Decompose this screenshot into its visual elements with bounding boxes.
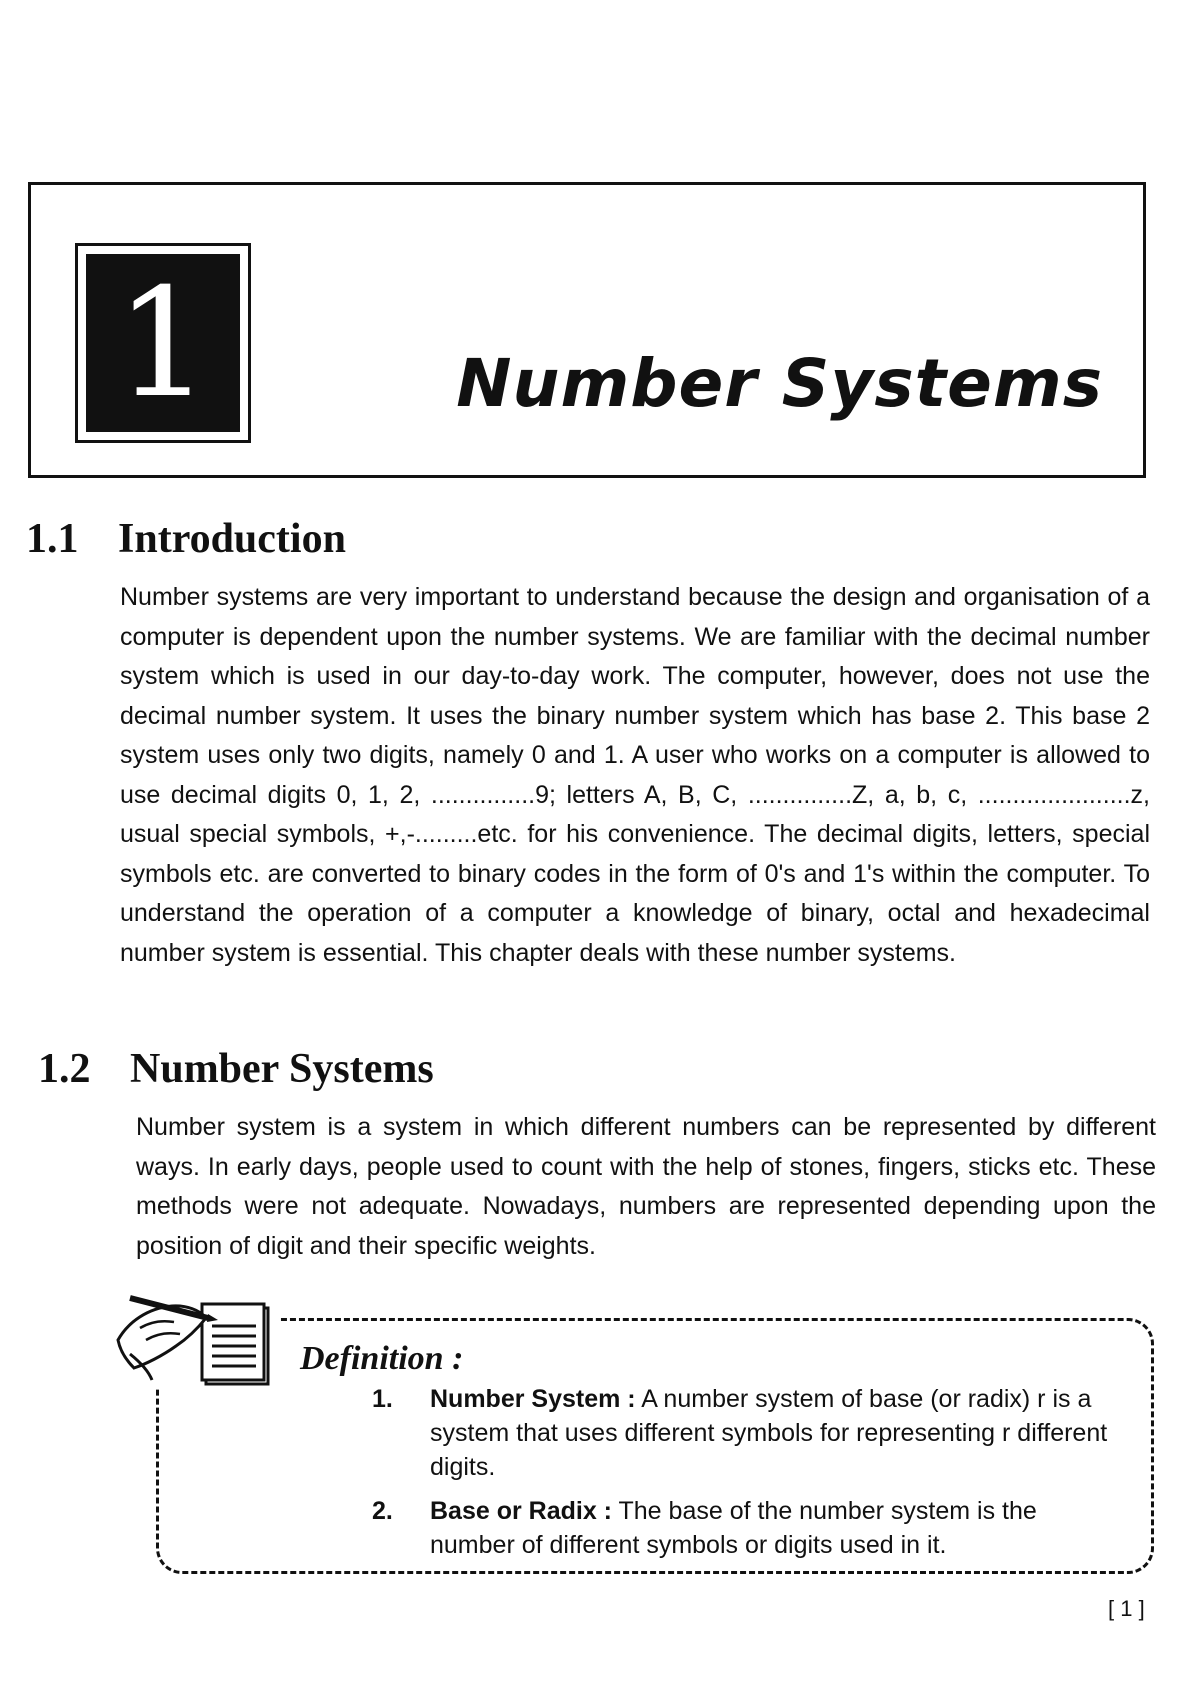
chapter-header (28, 182, 1146, 478)
page-number: [ 1 ] (1108, 1596, 1145, 1621)
definition-item-number: 2. (372, 1497, 393, 1525)
section-heading-number-systems (38, 1045, 434, 1093)
definition-item-text (430, 1494, 1112, 1562)
definition-term: Base or Radix : (430, 1497, 613, 1525)
section-number: 1.1 (26, 516, 79, 562)
definition-description: A number system of base (or radix) r is a system that uses different symbols for representing r different digits. (430, 1385, 1108, 1481)
definition-description: The base of the number system is the number of different symbols or digits used in it. (430, 1497, 1037, 1559)
number-systems-paragraph: Number system is a system in which different numbers can be represented by different ways. In early days, people used to count with the help of stones, fingers, sticks etc. These methods were not adequate. Nowadays, numbers are represented depending upon the position of digit and their specific weights. (136, 1113, 1156, 1260)
chapter-title: Number Systems (456, 345, 1103, 422)
section-heading-introduction (26, 515, 346, 563)
section-title: Number Systems (130, 1046, 434, 1092)
chapter-number: 1 (86, 254, 240, 432)
definition-term: Number System : (430, 1385, 636, 1413)
section-title: Introduction (118, 516, 346, 562)
chapter-number-frame (75, 243, 251, 443)
definition-item-text (430, 1382, 1112, 1484)
writing-hand-notepad-icon (110, 1288, 280, 1388)
definition-item (372, 1494, 1112, 1562)
introduction-paragraph: Number systems are very important to understand because the design and organisation of a computer is dependent upon the number systems. We are familiar with the decimal number system which is used in our day-to-day work. The computer, however, does not use the decimal number system. It uses the binary number system which has base 2. This base 2 system uses only two digits, namely 0 and 1. A user who works on a computer is allowed to use decimal digits 0, 1, 2, ...............9; letters A, B, C, ...............Z, a, b, c, ......................z, usual special symbols, +,-.........etc. for his convenience. The decimal digits, letters, special symbols etc. are converted to binary codes in the form of 0's and 1's within the computer. To understand the operation of a computer a knowledge of binary, octal and hexadecimal number system is essential. This chapter deals with these number systems. (120, 583, 1150, 967)
definition-item-number: 1. (372, 1385, 393, 1413)
section-number: 1.2 (38, 1046, 91, 1092)
definition-item (372, 1382, 1112, 1484)
definition-title: Definition : (300, 1340, 464, 1377)
